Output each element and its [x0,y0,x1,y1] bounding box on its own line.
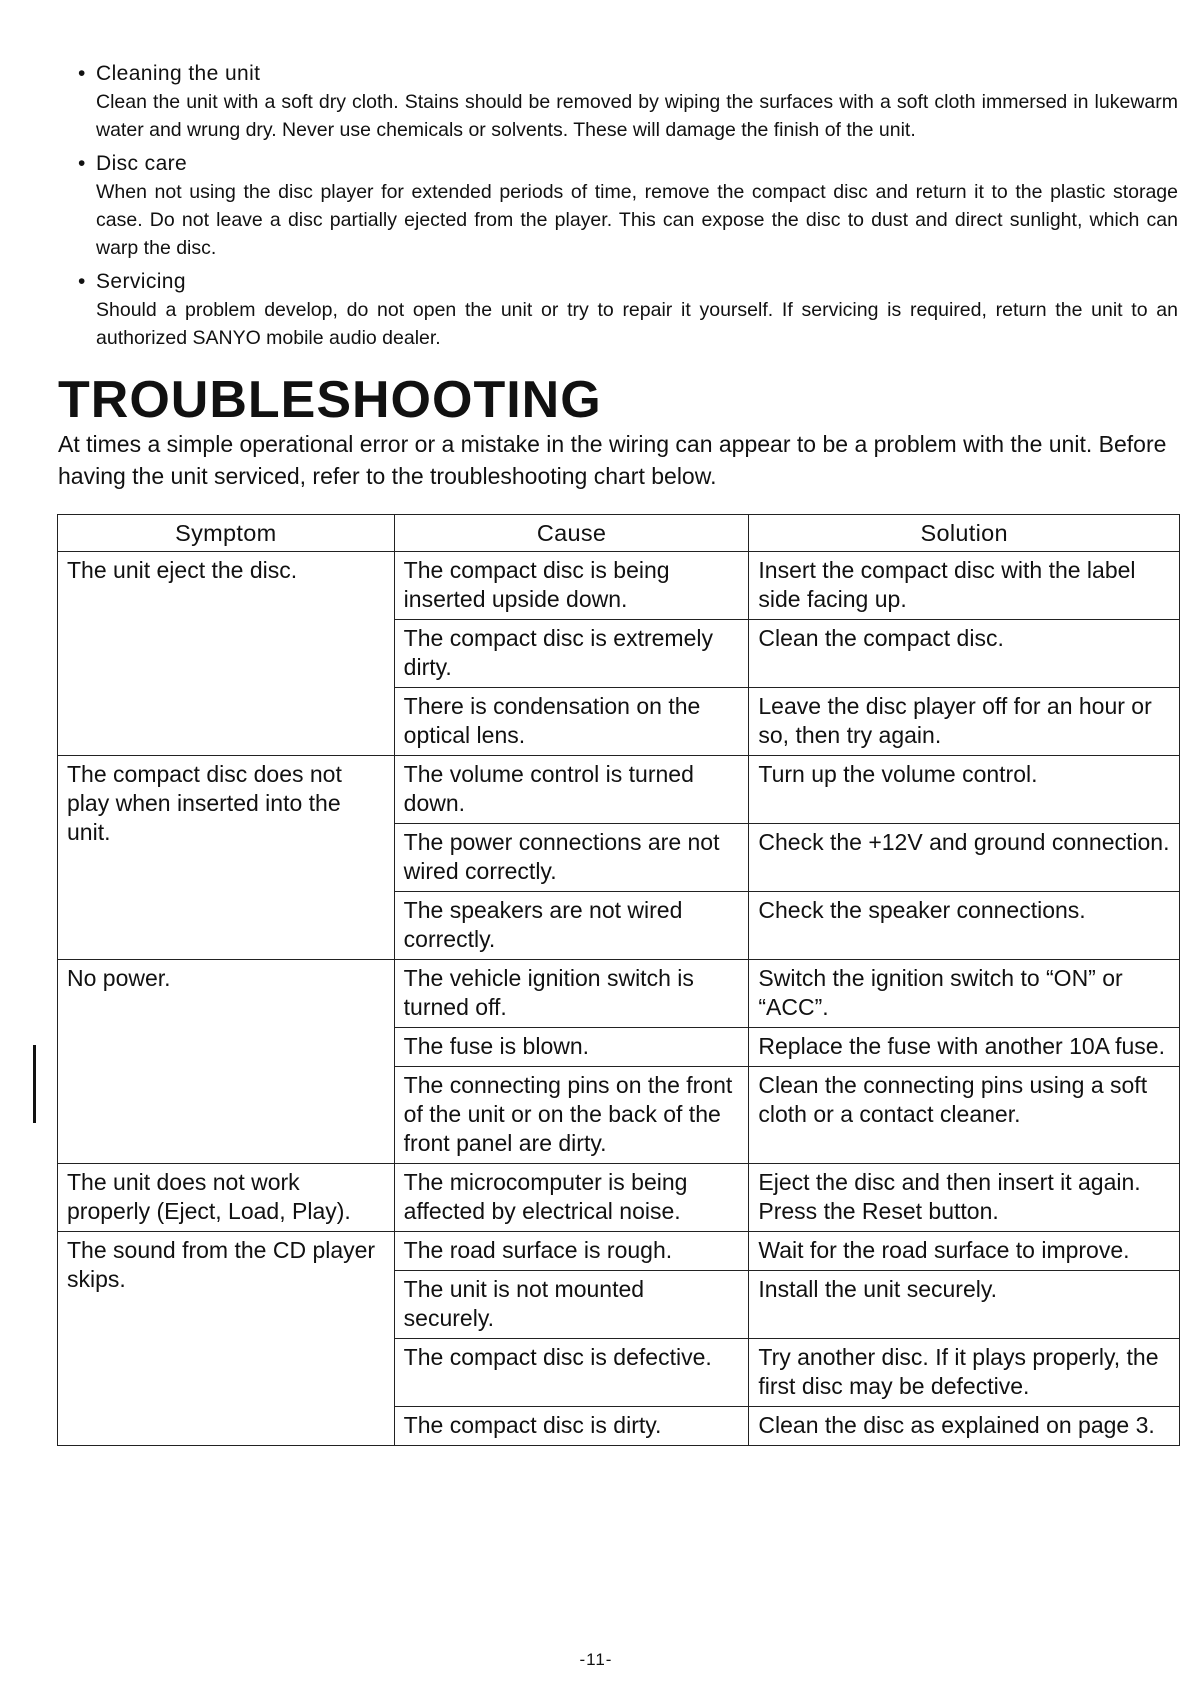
care-body: Should a problem develop, do not open the unit or try to repair it yourself. If servicing is required, return the unit to an authorized SANYO mobile audio dealer. [96,299,1178,349]
cause-cell: There is condensation on the optical lens. [394,688,749,756]
bullet-icon: • [78,62,86,85]
solution-cell: Clean the disc as explained on page 3. [749,1407,1180,1446]
care-title: Disc care [96,152,188,175]
header-solution: Solution [749,515,1180,552]
care-instructions [78,60,1178,358]
care-item-disc-care [78,150,1178,262]
cause-cell: The fuse is blown. [394,1028,749,1067]
table-row [58,756,1180,824]
solution-cell: Eject the disc and then insert it again. Press the Reset button. [749,1164,1180,1232]
symptom-cell: The compact disc does not play when inserted into the unit. [58,756,395,960]
solution-cell: Install the unit securely. [749,1271,1180,1339]
table-row [58,1164,1180,1232]
cause-cell: The compact disc is being inserted upside down. [394,552,749,620]
margin-mark [33,1045,36,1123]
solution-cell: Check the speaker connections. [749,892,1180,960]
page-number: -11- [579,1650,613,1669]
header-cause: Cause [394,515,749,552]
cause-cell: The compact disc is dirty. [394,1407,749,1446]
cause-cell: The connecting pins on the front of the unit or on the back of the front panel are dirty. [394,1067,749,1164]
solution-cell: Try another disc. If it plays properly, the first disc may be defective. [749,1339,1180,1407]
bullet-icon: • [78,270,86,293]
solution-cell: Replace the fuse with another 10A fuse. [749,1028,1180,1067]
solution-cell: Switch the ignition switch to “ON” or “ACC”. [749,960,1180,1028]
cause-cell: The speakers are not wired correctly. [394,892,749,960]
table-header-row [58,515,1180,552]
symptom-cell: The unit does not work properly (Eject, Load, Play). [58,1164,395,1232]
table-row [58,960,1180,1028]
cause-cell: The microcomputer is being affected by electrical noise. [394,1164,749,1232]
table-row [58,1232,1180,1271]
cause-cell: The volume control is turned down. [394,756,749,824]
solution-cell: Wait for the road surface to improve. [749,1232,1180,1271]
symptom-cell: The unit eject the disc. [58,552,395,756]
cause-cell: The compact disc is extremely dirty. [394,620,749,688]
section-title: TROUBLESHOOTING [58,371,602,429]
solution-cell: Leave the disc player off for an hour or so, then try again. [749,688,1180,756]
table-row [58,552,1180,620]
care-body: When not using the disc player for extended periods of time, remove the compact disc and return it to the plastic storage case. Do not leave a disc partially ejected from the player. This can expose the disc to dust and direct sunlight, which can warp the disc. [96,181,1178,259]
symptom-cell: The sound from the CD player skips. [58,1232,395,1446]
cause-cell: The compact disc is defective. [394,1339,749,1407]
cause-cell: The vehicle ignition switch is turned off. [394,960,749,1028]
cause-cell: The power connections are not wired correctly. [394,824,749,892]
solution-cell: Clean the compact disc. [749,620,1180,688]
cause-cell: The road surface is rough. [394,1232,749,1271]
care-title: Cleaning the unit [96,62,261,85]
solution-cell: Turn up the volume control. [749,756,1180,824]
header-symptom: Symptom [58,515,395,552]
care-body: Clean the unit with a soft dry cloth. Stains should be removed by wiping the surfaces with a soft cloth immersed in lukewarm water and wrung dry. Never use chemicals or solvents. These will damage the finish of the unit. [96,91,1178,141]
care-item-cleaning [78,60,1178,144]
bullet-icon: • [78,152,86,175]
cause-cell: The unit is not mounted securely. [394,1271,749,1339]
care-title: Servicing [96,270,186,293]
solution-cell: Clean the connecting pins using a soft cloth or a contact cleaner. [749,1067,1180,1164]
care-item-servicing [78,268,1178,352]
symptom-cell: No power. [58,960,395,1164]
solution-cell: Insert the compact disc with the label side facing up. [749,552,1180,620]
solution-cell: Check the +12V and ground connection. [749,824,1180,892]
troubleshooting-table [57,514,1180,1446]
troubleshooting-intro: At times a simple operational error or a mistake in the wiring can appear to be a problem with the unit. Before having the unit serviced, refer to the troubleshooting chart below. [58,431,1167,489]
